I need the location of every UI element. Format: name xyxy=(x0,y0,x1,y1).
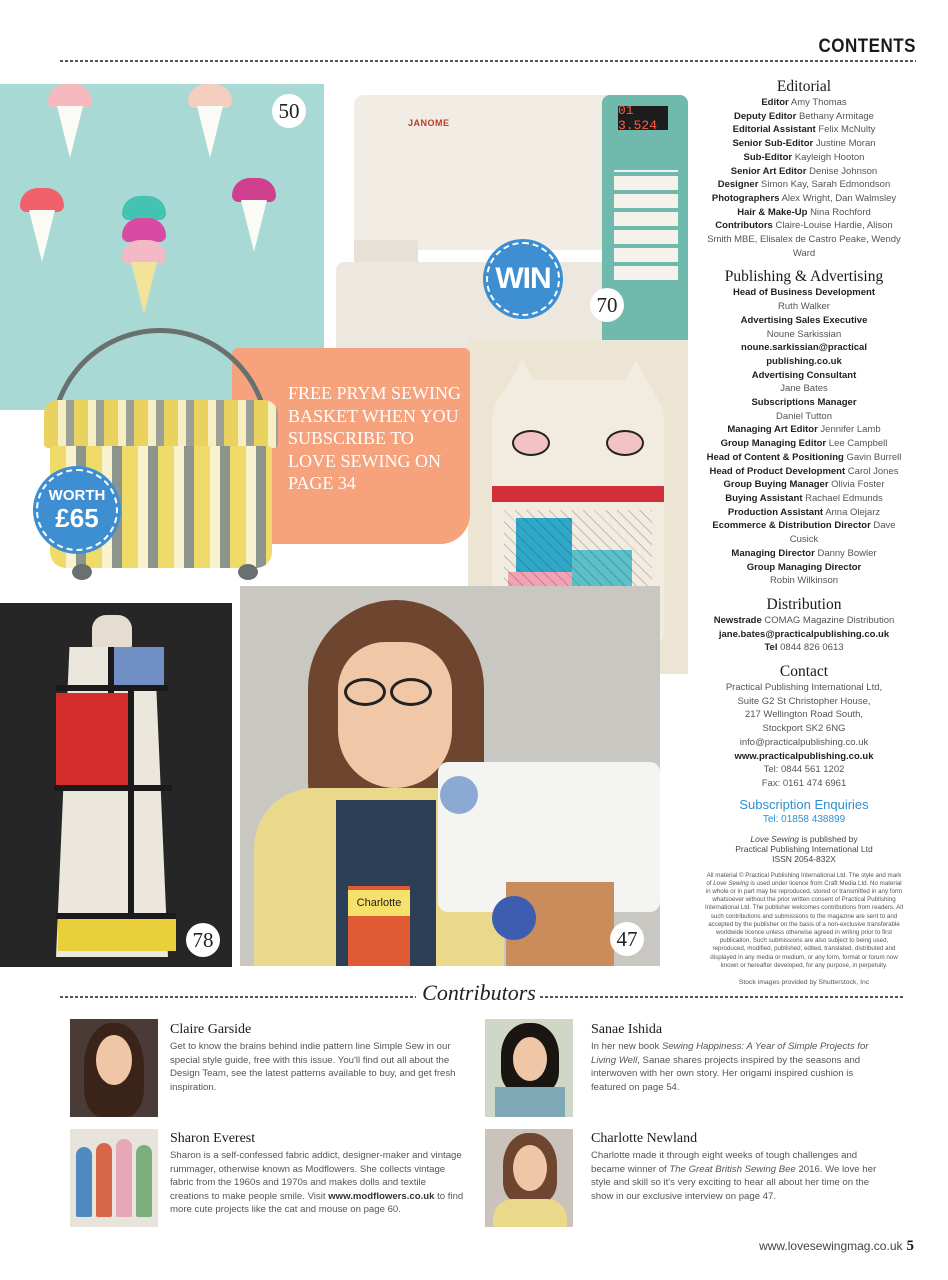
legal-part: is used under licence from Craft Media Ltd. No material in whole or in part may be reproduced, stored or transmitted in any form whatsoever without the prior written consent of Practical Publishing International Ltd. The publisher welcomes contributions from readers. All such contributions and submissions to the magazine are sent to and accepted by the publisher on the basis of a non-exclusive transferable worldwide licence unless otherwise agreed in writing prior to first publication. Such submissions are also subject to being used, reproduced, modified, published, edited, translated, distributed and displayed in any media or medium, or any form, format or forum now known or hereafter developed, for any purpose, in perpetuity. xyxy=(705,879,903,969)
ice-cream-cone xyxy=(57,106,83,158)
masthead-row xyxy=(704,614,904,628)
dress-line xyxy=(108,647,114,693)
masthead-row xyxy=(704,137,904,151)
masthead-name: Felix McNulty xyxy=(818,124,876,136)
doll xyxy=(96,1143,112,1217)
contributor-bio xyxy=(170,1149,466,1217)
masthead-row xyxy=(704,492,904,506)
masthead-row xyxy=(704,437,904,451)
masthead-name: Lee Campbell xyxy=(828,438,888,450)
machine-display: 01 3.524 xyxy=(618,106,668,130)
masthead-name: Noune Sarkissian xyxy=(766,328,842,340)
glasses-icon xyxy=(390,678,432,706)
masthead-name: Robin Wilkinson xyxy=(769,575,839,587)
masthead-role: Designer xyxy=(717,179,759,191)
basket-foot xyxy=(72,564,92,580)
contributors-rule xyxy=(540,996,904,998)
page-footer xyxy=(759,1238,914,1255)
masthead-role: Advertising Sales Executive xyxy=(740,314,868,326)
masthead-role: Buying Assistant xyxy=(725,492,803,504)
legal-magazine: Love Sewing xyxy=(713,879,749,887)
contact-website[interactable]: www.practicalpublishing.co.uk xyxy=(734,750,874,762)
subscription-tel: Tel: 01858 438899 xyxy=(762,813,846,825)
masthead-name: Jane Bates xyxy=(780,383,828,395)
bio-part: Charlotte made it through eight weeks of tough challenges and became winner of xyxy=(591,1150,858,1175)
masthead-name: Bethany Armitage xyxy=(798,110,874,122)
contributor-name: Claire Garside xyxy=(170,1022,252,1037)
masthead-name: Nina Rochford xyxy=(810,206,871,218)
contact-section xyxy=(704,663,904,990)
masthead-role: Ecommerce & Distribution Director xyxy=(712,520,871,532)
masthead-row xyxy=(704,206,904,220)
editorial-section xyxy=(704,78,904,260)
avatar-top xyxy=(493,1199,567,1227)
ice-cream-scoop xyxy=(232,178,276,202)
bio-show: The Great British Sewing Bee xyxy=(669,1163,796,1175)
page-number-badge: 70 xyxy=(590,288,624,322)
editorial-list xyxy=(704,96,904,260)
masthead-row xyxy=(704,151,904,165)
published-by: is published by xyxy=(799,833,858,844)
masthead-role: Editor xyxy=(761,97,789,108)
masthead-name: Anna Olejarz xyxy=(825,506,881,518)
machine-wheel xyxy=(440,776,478,814)
footer-url[interactable]: www.lovesewingmag.co.uk xyxy=(759,1239,903,1253)
masthead-role: Group Managing Editor xyxy=(720,438,827,450)
bio-book: Sewing Happiness: A Year of Simple Projects for Living Well xyxy=(591,1041,869,1066)
page-number-badge: 78 xyxy=(186,923,220,957)
masthead-row xyxy=(704,219,904,260)
masthead-role: noune.sarkissian@practical publishing.co.uk xyxy=(741,342,867,367)
charlotte-avatar xyxy=(485,1129,573,1227)
dress-line xyxy=(54,785,172,791)
avatar-face xyxy=(513,1037,547,1081)
legal-notice xyxy=(704,872,904,970)
issn: ISSN 2054-832X xyxy=(772,853,836,864)
mannequin-neck xyxy=(92,615,132,649)
masthead-name: Dave Cusick xyxy=(789,520,896,546)
masthead-name: Rachael Edmunds xyxy=(805,492,883,504)
section-heading: Distribution xyxy=(766,595,842,613)
worth-badge xyxy=(36,469,118,551)
masthead-role: Hair & Make-Up xyxy=(737,206,808,218)
contributor-name: Charlotte Newland xyxy=(591,1131,698,1146)
ice-cream-scoop xyxy=(122,196,166,220)
worth-label: WORTH xyxy=(48,487,106,504)
cat-collar xyxy=(492,486,664,502)
masthead-role: Subscriptions Manager xyxy=(751,397,857,409)
bio-link[interactable]: www.modflowers.co.uk xyxy=(328,1190,435,1202)
bio-part: Sharon is a self-confessed fabric addict, designer-maker and vintage rummager, otherwise known as Modflowers. She collects vintage fabric from the 1960s and 1970s and makes dolls and textile creations to make people smile. Visit xyxy=(170,1150,462,1202)
masthead-name: Kayleigh Hooton xyxy=(794,151,865,163)
contact-line: 217 Wellington Road South, xyxy=(744,709,864,721)
masthead-row xyxy=(704,369,904,396)
contact-line: Stockport SK2 6NG xyxy=(762,723,846,735)
masthead-row xyxy=(704,641,904,655)
dress-line xyxy=(128,691,134,919)
basket-foot xyxy=(238,564,258,580)
contact-line: Suite G2 St Christopher House, xyxy=(737,695,871,707)
masthead-role: Senior Sub-Editor xyxy=(732,138,814,150)
masthead-name: Justine Moran xyxy=(815,138,876,150)
contact-tel: Tel: 0844 561 1202 xyxy=(763,764,845,776)
glasses-icon xyxy=(344,678,386,706)
masthead-role: Deputy Editor xyxy=(734,110,797,122)
worth-value: £65 xyxy=(55,503,99,533)
masthead-role: Senior Art Editor xyxy=(730,165,807,177)
cat-eye xyxy=(512,430,550,456)
portrait-face xyxy=(338,642,452,788)
avatar-top xyxy=(495,1087,565,1117)
masthead-role: Head of Product Development xyxy=(709,465,846,477)
masthead-row xyxy=(704,396,904,423)
masthead-name: Olivia Foster xyxy=(831,479,885,491)
publishing-list xyxy=(704,286,904,587)
section-title: CONTENTS xyxy=(818,34,916,57)
magazine-name: Love Sewing xyxy=(750,833,800,844)
masthead-name: Alex Wright, Dan Walmsley xyxy=(781,192,897,204)
promo-text: FREE PRYM SEWING BASKET WHEN YOU SUBSCRIBE TO LOVE SEWING ON PAGE 34 xyxy=(288,383,462,493)
mondrian-dress-photo[interactable] xyxy=(0,603,232,967)
publisher-note xyxy=(704,834,904,864)
masthead-role: Head of Business Development xyxy=(732,287,875,299)
section-heading: Publishing & Advertising xyxy=(724,268,884,286)
masthead-name: Denise Johnson xyxy=(809,165,878,177)
masthead-row xyxy=(704,192,904,206)
masthead-name: Gavin Burrell xyxy=(846,451,902,463)
masthead-name: Amy Thomas xyxy=(790,97,847,108)
ice-cream-cone xyxy=(29,210,55,262)
masthead-name: Jennifer Lamb xyxy=(820,424,881,436)
dress-red-block xyxy=(56,693,130,785)
masthead-role: Editorial Assistant xyxy=(732,124,816,136)
section-heading: Contact xyxy=(779,663,829,681)
ice-cream-cone xyxy=(131,262,157,314)
contact-line: Practical Publishing International Ltd, xyxy=(725,682,883,694)
bio-part: , Sanae shares projects inspired by the seasons and interwoven with her own story. Her origami inspired cushion is featured on page 54. xyxy=(591,1054,861,1093)
claire-avatar xyxy=(70,1019,158,1117)
masthead-name: Carol Jones xyxy=(847,465,899,477)
masthead-row xyxy=(704,286,904,313)
contributor-charlotte xyxy=(591,1131,881,1203)
page-number-badge: 50 xyxy=(272,94,306,128)
doll xyxy=(116,1139,132,1217)
dress-yellow-block xyxy=(58,919,176,951)
doll xyxy=(136,1145,152,1217)
contributor-name: Sanae Ishida xyxy=(591,1022,663,1037)
section-heading: Editorial xyxy=(776,78,832,95)
masthead xyxy=(704,78,904,998)
masthead-role: Tel xyxy=(764,642,778,654)
contributor-name: Sharon Everest xyxy=(170,1131,256,1146)
masthead-row xyxy=(704,341,904,368)
masthead-name: Ruth Walker xyxy=(778,301,830,313)
page-number-badge: 47 xyxy=(610,922,644,956)
ice-cream-cone xyxy=(241,200,267,252)
masthead-role: jane.bates@practicalpublishing.co.uk xyxy=(718,628,890,640)
publishing-section xyxy=(704,268,904,587)
charlotte-portrait-photo[interactable] xyxy=(240,586,660,966)
masthead-row xyxy=(704,110,904,124)
masthead-name: Claire-Louise Hardie, Alison Smith MBE, Elisalex de Castro Peake, Wendy Ward xyxy=(707,220,901,259)
header-rule xyxy=(60,60,916,62)
masthead-role: Newstrade xyxy=(713,614,762,626)
masthead-role: Group Buying Manager xyxy=(723,479,829,491)
masthead-role: Production Assistant xyxy=(727,506,824,518)
win-badge: WIN xyxy=(486,242,560,316)
contributors-rule xyxy=(60,996,416,998)
subscription-title: Subscription Enquiries xyxy=(739,796,869,812)
masthead-role: Head of Content & Positioning xyxy=(706,451,844,463)
cat-eye xyxy=(606,430,644,456)
masthead-role: Photographers xyxy=(711,192,780,204)
bio-part: to find more cute projects like the cat and mouse on page 60. xyxy=(170,1190,464,1216)
masthead-row xyxy=(704,478,904,492)
legal-part: All material © Practical Publishing International Ltd. The style and mark of xyxy=(706,871,902,887)
sharon-dolls-image xyxy=(70,1129,158,1227)
masthead-row xyxy=(704,628,904,642)
bio-part: In her new book xyxy=(591,1041,662,1052)
basket-lid xyxy=(44,400,278,448)
masthead-row xyxy=(704,519,904,546)
masthead-role: Contributors xyxy=(715,220,773,232)
masthead-role: Group Managing Director xyxy=(746,561,862,573)
masthead-role: Managing Art Editor xyxy=(727,424,818,436)
machine-brand: JANOME xyxy=(408,118,450,128)
masthead-role: Advertising Consultant xyxy=(751,369,857,381)
doll xyxy=(76,1147,92,1217)
ice-cream-scoop xyxy=(20,188,64,212)
masthead-row xyxy=(704,178,904,192)
avatar-face xyxy=(513,1145,547,1191)
contributor-bio xyxy=(591,1149,881,1203)
contributor-sharon xyxy=(170,1131,466,1217)
machine-keypad xyxy=(614,170,678,280)
masthead-name: 0844 826 0613 xyxy=(780,642,844,654)
ice-cream-scoop xyxy=(188,84,232,108)
dress-blue-block xyxy=(114,647,164,685)
masthead-row xyxy=(704,165,904,179)
distribution-list xyxy=(704,614,904,655)
masthead-row xyxy=(704,547,904,561)
masthead-row xyxy=(704,123,904,137)
contact-email[interactable]: info@practicalpublishing.co.uk xyxy=(739,736,869,748)
masthead-row xyxy=(704,314,904,341)
page-number: 5 xyxy=(906,1238,914,1254)
dress-line xyxy=(56,913,176,919)
contributors-heading: Contributors xyxy=(422,980,536,1005)
mug-label: Charlotte xyxy=(348,890,410,916)
stock-credit: Stock images provided by Shutterstock, Inc xyxy=(738,979,870,987)
avatar-face xyxy=(96,1035,132,1085)
sanae-avatar xyxy=(485,1019,573,1117)
ice-cream-scoop xyxy=(48,84,92,108)
ice-cream-cone xyxy=(197,106,223,158)
masthead-name: Danny Bowler xyxy=(817,547,877,559)
masthead-role: Managing Director xyxy=(731,547,815,559)
contributor-sanae xyxy=(591,1022,881,1094)
ice-cream-scoop xyxy=(122,240,166,264)
thread-spool-icon xyxy=(492,896,536,940)
masthead-name: Daniel Tutton xyxy=(776,410,832,422)
masthead-row xyxy=(704,423,904,437)
masthead-row xyxy=(704,451,904,465)
masthead-row xyxy=(704,465,904,479)
publisher-company: Practical Publishing International Ltd xyxy=(735,843,873,854)
contributor-bio: Get to know the brains behind indie pattern line Simple Sew in our special style guide, free with this issue. You'll find out all about the Design Team, see the latest patterns available to buy, and get fresh inspiration. xyxy=(170,1041,456,1093)
contact-fax: Fax: 0161 474 6961 xyxy=(761,777,847,789)
masthead-row xyxy=(704,96,904,110)
distribution-section xyxy=(704,596,904,655)
masthead-row xyxy=(704,561,904,588)
contributor-claire xyxy=(170,1022,470,1094)
bio-part: 2016. We love her style and skill so it's very exciting to hear all about her time on the show in our exclusive interview on page 47. xyxy=(591,1163,877,1202)
masthead-role: Sub-Editor xyxy=(743,151,793,163)
masthead-row xyxy=(704,506,904,520)
masthead-name: Simon Kay, Sarah Edmondson xyxy=(761,179,891,191)
ice-cream-scoop xyxy=(122,218,166,242)
sewing-machine-photo[interactable] xyxy=(332,70,700,370)
masthead-name: COMAG Magazine Distribution xyxy=(764,614,895,626)
contributor-bio xyxy=(591,1040,881,1094)
